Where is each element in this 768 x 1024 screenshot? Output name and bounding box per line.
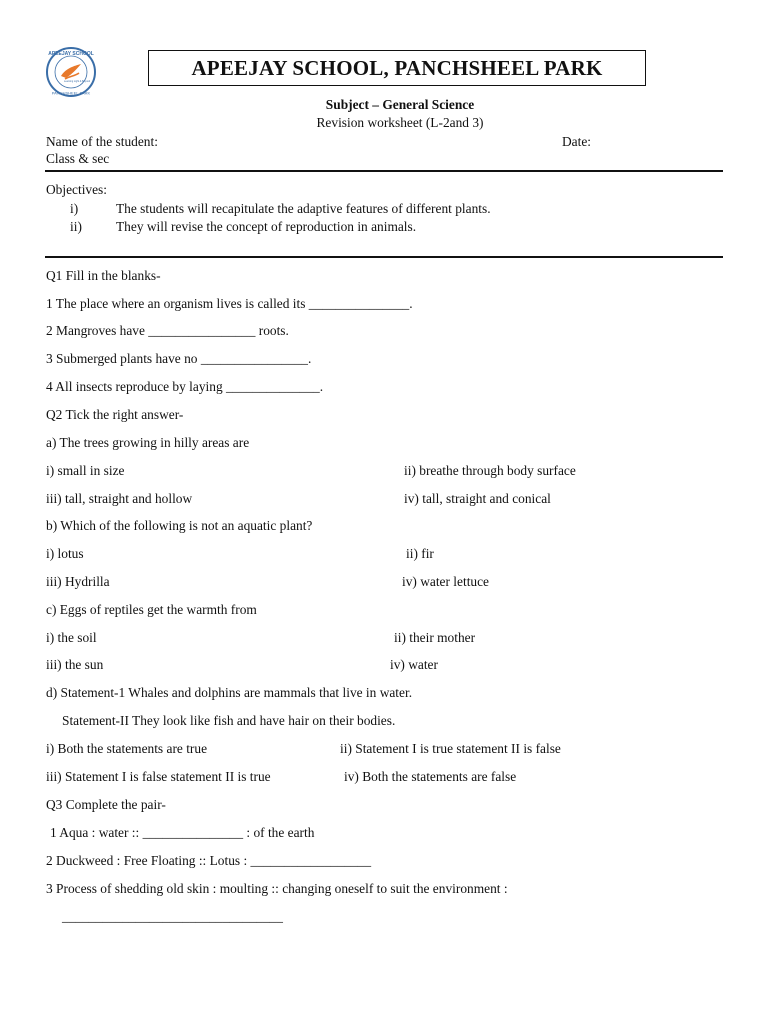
q1-item: 3 Submerged plants have no ________________. (46, 351, 312, 366)
q1-heading: Q1 Fill in the blanks- (46, 268, 161, 283)
header-divider (45, 170, 723, 172)
q2a-option-2: ii) breathe through body surface (404, 463, 576, 478)
school-logo-icon (44, 46, 98, 98)
q2b-question: b) Which of the following is not an aquatic plant? (46, 518, 313, 533)
q2d-option-3: iii) Statement I is false statement II is true (46, 769, 271, 784)
objective-text: The students will recapitulate the adaptive features of different plants. (116, 201, 491, 216)
student-name-label: Name of the student: (46, 134, 158, 149)
school-title-box (148, 50, 646, 86)
subject-line: Subject – General Science (325, 97, 475, 112)
q3-answer-blank: _________________________________ (62, 909, 283, 924)
q2-heading: Q2 Tick the right answer- (46, 407, 184, 422)
q2a-option-4: iv) tall, straight and conical (404, 491, 551, 506)
objectives-heading: Objectives: (46, 182, 107, 197)
q2d-option-2: ii) Statement I is true statement II is false (340, 741, 561, 756)
q1-item: 1 The place where an organism lives is called its _______________. (46, 296, 413, 311)
q2a-option-3: iii) tall, straight and hollow (46, 491, 193, 506)
q1-item: 2 Mangroves have ________________ roots. (46, 323, 289, 338)
q2b-option-2: ii) fir (406, 546, 434, 561)
q2c-option-3: iii) the sun (46, 657, 104, 672)
logo-text-bottom: PANCHSHEEL PARK (51, 90, 91, 96)
objective-num: i) (70, 201, 79, 216)
q2c-option-4: iv) water (390, 657, 438, 672)
school-name: APEEJAY SCHOOL, PANCHSHEEL PARK (191, 55, 603, 80)
q1-item: 4 All insects reproduce by laying ______________. (46, 379, 324, 394)
q2b-option-3: iii) Hydrilla (46, 574, 110, 589)
objective-text: They will revise the concept of reproduction in animals. (116, 219, 417, 234)
q3-heading: Q3 Complete the pair- (46, 797, 166, 812)
q2d-option-4: iv) Both the statements are false (344, 769, 517, 784)
q3-item: 1 Aqua : water :: _______________ : of the earth (50, 825, 315, 840)
q2c-option-2: ii) their mother (394, 630, 476, 645)
objective-num: ii) (70, 219, 82, 234)
logo-motto: Learning Light & Beyond (63, 80, 91, 83)
q2c-question: c) Eggs of reptiles get the warmth from (46, 602, 257, 617)
q3-item: 3 Process of shedding old skin : moulting :: changing oneself to suit the environment : (46, 881, 508, 896)
objectives-divider (45, 256, 723, 258)
class-label: Class & sec (46, 151, 110, 166)
q2d-option-1: i) Both the statements are true (46, 741, 208, 756)
q2b-option-4: iv) water lettuce (402, 574, 489, 589)
q2d-statement-2: Statement-II They look like fish and have hair on their bodies. (62, 713, 396, 728)
worksheet-line: Revision worksheet (L-2and 3) (316, 115, 484, 130)
q3-item: 2 Duckweed : Free Floating :: Lotus : __________________ (46, 853, 372, 868)
q2c-option-1: i) the soil (46, 630, 97, 645)
q2a-option-1: i) small in size (46, 463, 125, 478)
q2b-option-1: i) lotus (46, 546, 84, 561)
logo-text-top: APEEJAY SCHOOL (48, 51, 94, 57)
date-label: Date: (562, 134, 591, 149)
q2d-statement-1: d) Statement-1 Whales and dolphins are mammals that live in water. (46, 685, 413, 700)
q2a-question: a) The trees growing in hilly areas are (46, 435, 250, 450)
